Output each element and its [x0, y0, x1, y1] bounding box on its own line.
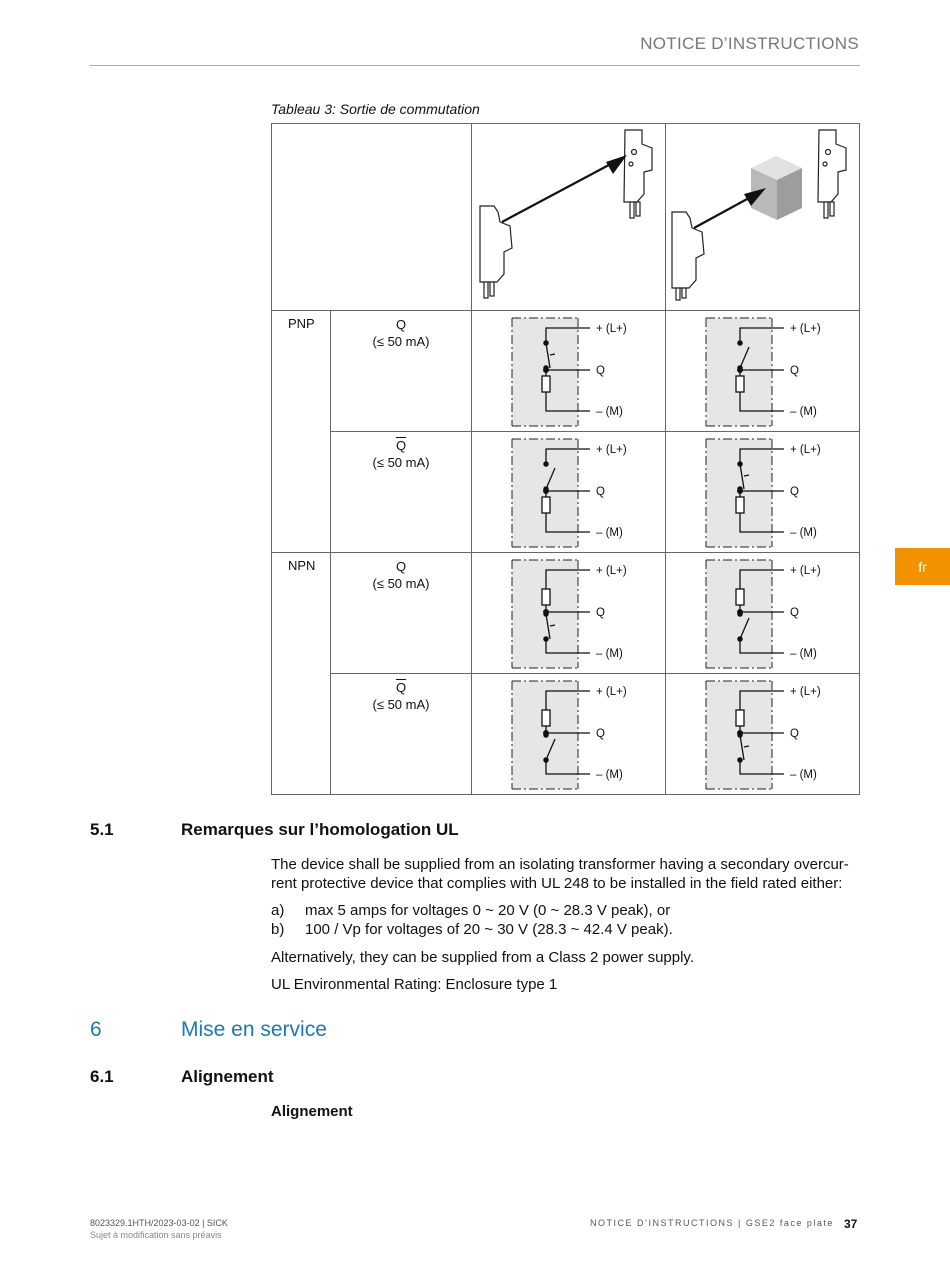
signal-cell [331, 553, 472, 674]
circuit-diagram [666, 311, 860, 432]
terminal-label: Q [596, 486, 605, 498]
terminal-label: + (L+) [596, 323, 627, 335]
output-type-cell [272, 311, 331, 553]
section-number: 6.1 [90, 1067, 114, 1086]
circuit-diagram [666, 432, 860, 553]
sensor-illustration-object [666, 124, 860, 311]
signal-cell [331, 311, 472, 432]
switching-output-table [271, 123, 860, 795]
terminal-label: + (L+) [596, 565, 627, 577]
signal-label: Q [395, 317, 407, 332]
terminal-label: – (M) [790, 648, 817, 660]
terminal-label: – (M) [596, 769, 623, 781]
subheading: Alignement [271, 1103, 353, 1120]
chapter-title: Mise en service [181, 1018, 327, 1041]
circuit-diagram [666, 674, 860, 795]
signal-current: (≤ 50 mA) [372, 697, 430, 712]
terminal-label: + (L+) [596, 444, 627, 456]
footer-notice: Sujet à modification sans préavis [90, 1230, 222, 1240]
terminal-label: Q [790, 607, 799, 619]
terminal-label: Q [790, 728, 799, 740]
signal-cell [331, 674, 472, 795]
signal-label: Q [395, 559, 407, 574]
terminal-label: – (M) [596, 648, 623, 660]
terminal-label: + (L+) [596, 686, 627, 698]
footer-center: NOTICE D’INSTRUCTIONS | GSE2 face plate [590, 1218, 834, 1228]
list-item [271, 920, 871, 939]
page-number: 37 [844, 1217, 858, 1231]
list-item [271, 901, 871, 920]
table-caption: Tableau 3: Sortie de commutation [271, 101, 480, 117]
header-title: NOTICE D’INSTRUCTIONS [640, 34, 859, 53]
terminal-label: Q [596, 728, 605, 740]
signal-cell [331, 432, 472, 553]
terminal-label: + (L+) [790, 686, 821, 698]
circuit-diagram [472, 311, 666, 432]
table-header-row [272, 124, 860, 311]
signal-current: (≤ 50 mA) [372, 334, 430, 349]
list-text: max 5 amps for voltages 0 ~ 20 V (0 ~ 28.3 V peak), or [305, 902, 671, 919]
signal-label: $\overline{Q}$ [395, 680, 407, 695]
output-type-cell [272, 553, 331, 795]
terminal-label: – (M) [790, 406, 817, 418]
table-row [272, 553, 860, 674]
list-letter: b) [271, 921, 285, 938]
table-corner-cell [272, 124, 472, 311]
sensor-illustration-direct [472, 124, 666, 311]
terminal-label: Q [596, 365, 605, 377]
output-type-label: PNP [288, 316, 315, 331]
circuit-diagram [472, 553, 666, 674]
circuit-diagram [472, 674, 666, 795]
section-number: 5.1 [90, 820, 114, 839]
signal-current: (≤ 50 mA) [372, 455, 430, 470]
paragraph: UL Environmental Rating: Enclosure type 1 [271, 976, 558, 993]
terminal-label: Q [790, 365, 799, 377]
table-row [272, 674, 860, 795]
terminal-label: – (M) [790, 769, 817, 781]
section-title: Alignement [181, 1067, 274, 1086]
footer-doc-ref: 8023329.1HTH/2023-03-02 | SICK [90, 1218, 228, 1228]
output-type-label: NPN [288, 558, 316, 573]
paragraph: Alternatively, they can be supplied from a Class 2 power supply. [271, 949, 694, 966]
circuit-diagram [666, 553, 860, 674]
terminal-label: + (L+) [790, 565, 821, 577]
circuit-diagram [472, 432, 666, 553]
terminal-label: Q [790, 486, 799, 498]
terminal-label: + (L+) [790, 444, 821, 456]
table-row [272, 311, 860, 432]
terminal-label: – (M) [596, 527, 623, 539]
terminal-label: – (M) [596, 406, 623, 418]
terminal-label: – (M) [790, 527, 817, 539]
language-tab[interactable]: fr [895, 548, 950, 585]
list-text: 100 / Vp for voltages of 20 ~ 30 V (28.3 ~ 42.4 V peak). [305, 921, 673, 938]
list-letter: a) [271, 902, 285, 919]
signal-label: $\overline{Q}$ [395, 438, 407, 453]
header-rule [90, 65, 860, 66]
section-title: Remarques sur l’homologation UL [181, 820, 459, 839]
paragraph: The device shall be supplied from an isolating transformer having a secondary overcur-rent protective device that complies with UL 248 to be installed in the field rated either: [271, 856, 849, 892]
terminal-label: + (L+) [790, 323, 821, 335]
terminal-label: Q [596, 607, 605, 619]
chapter-number: 6 [90, 1018, 102, 1041]
table-row [272, 432, 860, 553]
signal-current: (≤ 50 mA) [372, 576, 430, 591]
